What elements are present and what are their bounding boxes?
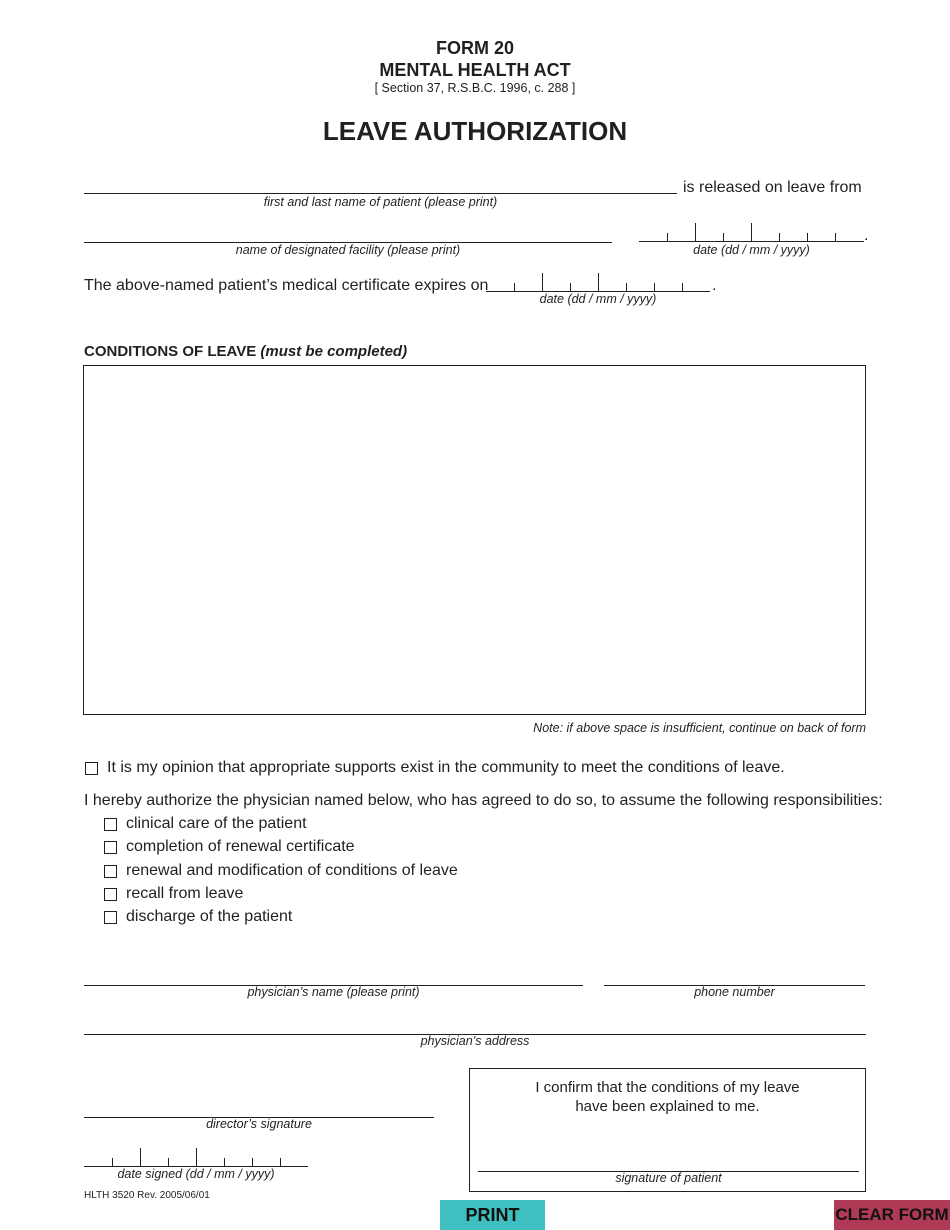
form-number: FORM 20 (435, 38, 514, 58)
certificate-date-caption: date (dd / mm / yyyy) (539, 292, 657, 306)
phone-input[interactable] (606, 966, 864, 984)
responsibility-checkbox-clinical-care[interactable] (104, 818, 117, 831)
section-reference: [ Section 37, R.S.B.C. 1996, c. 288 ] (374, 81, 576, 95)
act-name: MENTAL HEALTH ACT (379, 60, 571, 80)
certificate-text: The above-named patient’s medical certificate expires on (84, 277, 489, 294)
patient-signature-caption: signature of patient (615, 1171, 722, 1185)
physician-address-input[interactable] (86, 1015, 864, 1033)
confirm-line-1: I confirm that the conditions of my leave (535, 1079, 800, 1096)
patient-name-input[interactable] (86, 174, 674, 192)
facility-input[interactable] (86, 223, 608, 241)
responsibility-label-renewal-certificate: completion of renewal certificate (126, 838, 355, 855)
conditions-textarea[interactable] (90, 372, 859, 708)
patient-name-caption: first and last name of patient (please print) (263, 195, 498, 209)
patient-confirmation-box (469, 1068, 866, 1192)
certificate-date-period: . (712, 277, 717, 294)
conditions-heading (84, 343, 407, 360)
phone-caption: phone number (694, 985, 775, 999)
responsibility-checkbox-renewal-modification[interactable] (104, 865, 117, 878)
director-signature-caption: director’s signature (206, 1117, 312, 1131)
conditions-heading-label: CONDITIONS OF LEAVE (84, 343, 257, 360)
responsibility-label-discharge: discharge of the patient (126, 908, 293, 925)
physician-name-caption: physician’s name (please print) (247, 985, 420, 999)
confirm-line-2: have been explained to me. (575, 1098, 760, 1115)
clear-form-button[interactable]: CLEAR FORM (834, 1200, 950, 1230)
leave-date-field[interactable] (639, 222, 864, 242)
page-title: LEAVE AUTHORIZATION (322, 116, 628, 146)
certificate-date-field[interactable] (486, 272, 710, 292)
authorize-intro: I hereby authorize the physician named below, who has agreed to do so, to assume the following responsibilities: (84, 792, 883, 809)
opinion-text: It is my opinion that appropriate supports exist in the community to meet the conditions of leave. (107, 759, 785, 776)
conditions-note: Note: if above space is insufficient, continue on back of form (533, 721, 866, 735)
physician-address-caption: physician’s address (420, 1034, 530, 1048)
responsibility-checkbox-discharge[interactable] (104, 911, 117, 924)
date-signed-field[interactable] (84, 1147, 308, 1167)
released-text: is released on leave from (683, 179, 862, 196)
leave-date-period: . (864, 227, 869, 244)
responsibility-label-clinical-care: clinical care of the patient (126, 815, 307, 832)
print-button[interactable]: PRINT (440, 1200, 545, 1230)
form-code: HLTH 3520 Rev. 2005/06/01 (84, 1190, 210, 1201)
physician-name-input[interactable] (86, 966, 580, 984)
conditions-heading-emphasis: (must be completed) (260, 343, 408, 360)
responsibility-checkbox-recall[interactable] (104, 888, 117, 901)
responsibility-checkbox-renewal-certificate[interactable] (104, 841, 117, 854)
date-signed-caption: date signed (dd / mm / yyyy) (117, 1167, 275, 1181)
facility-caption: name of designated facility (please print) (235, 243, 461, 257)
opinion-checkbox[interactable] (85, 762, 98, 775)
responsibility-label-renewal-modification: renewal and modification of conditions of leave (126, 862, 458, 879)
leave-date-caption: date (dd / mm / yyyy) (693, 243, 810, 257)
responsibility-label-recall: recall from leave (126, 885, 244, 902)
conditions-box (83, 365, 866, 715)
patient-name-line (84, 193, 677, 194)
